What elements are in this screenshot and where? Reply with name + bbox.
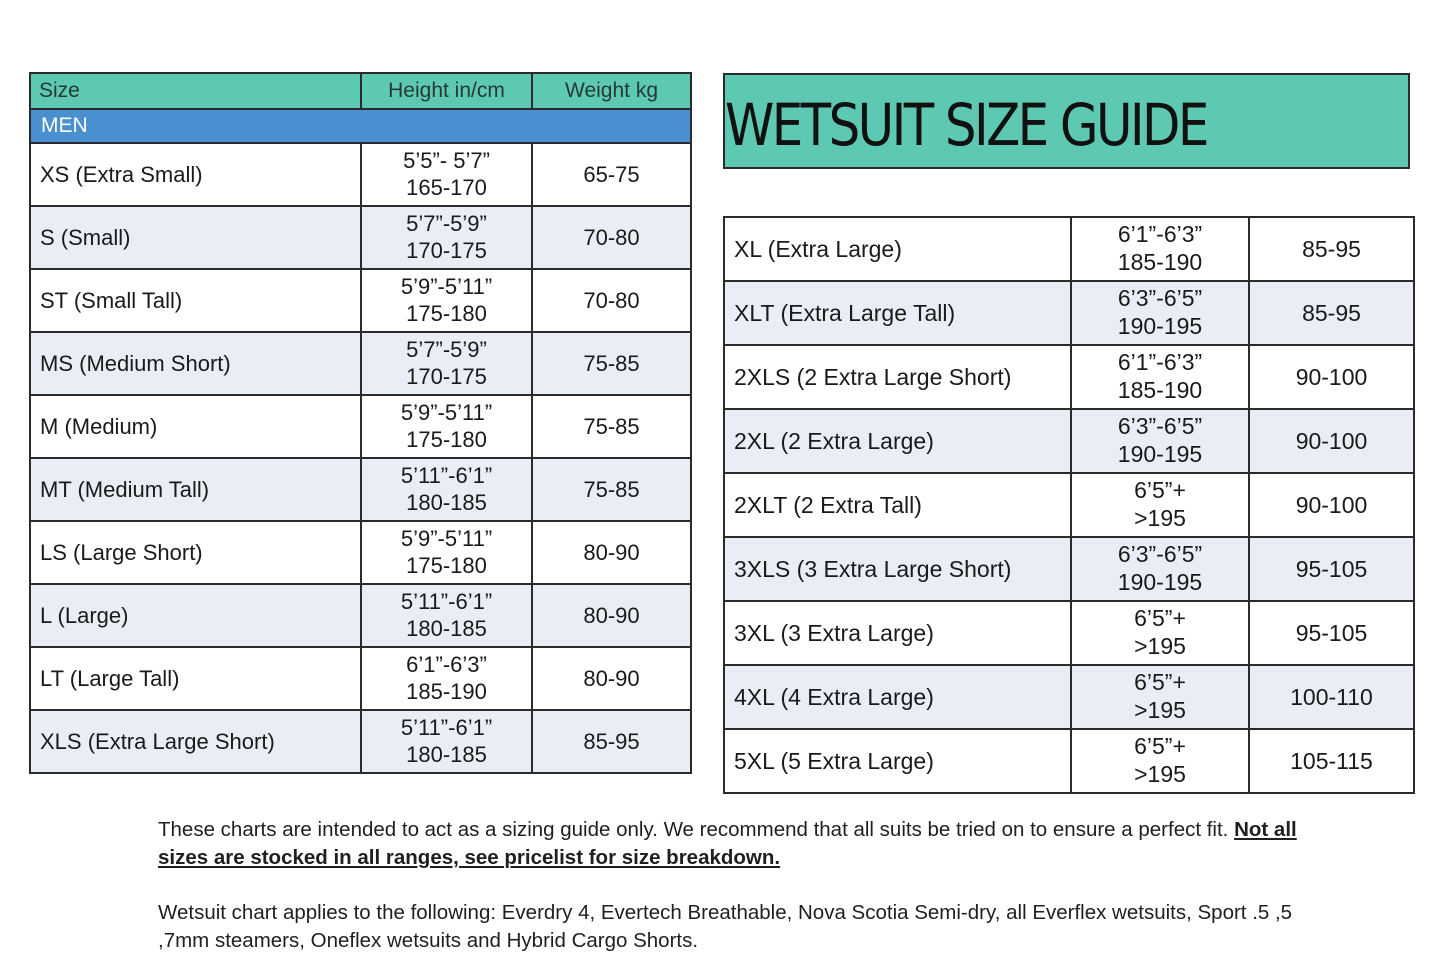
height-cm: 170-175 [406,237,487,263]
sizing-disclaimer [158,816,1338,872]
weight-cell: 80-90 [532,584,691,647]
size-cell: XLS (Extra Large Short) [30,710,361,773]
size-cell: LT (Large Tall) [30,647,361,710]
height-cell [361,269,532,332]
height-inches: 5’9”-5’11” [400,274,493,300]
height-cm: >195 [1134,633,1186,659]
size-cell: XS (Extra Small) [30,143,361,206]
height-cell [361,584,532,647]
height-cm: 180-185 [406,615,487,641]
table-row [30,269,691,332]
height-cm: 185-190 [406,678,487,704]
size-cell: 2XL (2 Extra Large) [724,409,1071,473]
table-row [724,601,1414,665]
large-size-table [723,216,1415,794]
height-inches: 6’1”-6’3” [1117,221,1203,248]
size-column-header: Size [30,73,361,109]
height-cm: 175-180 [406,552,487,578]
size-cell: ST (Small Tall) [30,269,361,332]
table-row [724,409,1414,473]
weight-cell: 80-90 [532,521,691,584]
height-inches: 5’7”-5’9” [406,211,487,237]
size-cell: 4XL (4 Extra Large) [724,665,1071,729]
height-inches: 6’3”-6’5” [1117,413,1203,440]
height-inches: 6’1”-6’3” [406,652,487,678]
size-cell: 5XL (5 Extra Large) [724,729,1071,793]
height-cell [1071,601,1249,665]
men-size-table [29,72,692,774]
height-inches: 5’9”-5’11” [400,526,493,552]
table-row [30,584,691,647]
height-cell [1071,473,1249,537]
disclaimer-text: These charts are intended to act as a sizing guide only. We recommend that all suits be tried on to ensure a perfect fit. [158,818,1235,841]
weight-cell: 65-75 [532,143,691,206]
height-cm: 185-190 [1117,249,1203,275]
weight-cell: 70-80 [532,206,691,269]
weight-cell: 90-100 [1249,409,1414,473]
weight-cell: 70-80 [532,269,691,332]
height-cell [361,206,532,269]
height-cm: 190-195 [1117,313,1203,339]
height-cm: 170-175 [406,363,487,389]
height-inches: 5’11”-6’1” [400,589,493,615]
table-row [30,395,691,458]
height-inches: 6’5”+ [1134,733,1186,760]
height-inches: 6’3”-6’5” [1117,541,1203,568]
stock-notice: Not all sizes are stocked in all ranges, see pricelist for size breakdown. [158,818,1297,869]
table-row [30,647,691,710]
height-cell [1071,665,1249,729]
height-inches: 6’5”+ [1134,669,1186,696]
weight-cell: 100-110 [1249,665,1414,729]
height-cell [1071,345,1249,409]
height-inches: 5’9”-5’11” [400,400,493,426]
size-cell: XL (Extra Large) [724,217,1071,281]
height-cell [1071,409,1249,473]
table-row [30,332,691,395]
size-cell: MT (Medium Tall) [30,458,361,521]
height-cm: 175-180 [406,426,487,452]
table-row [724,729,1414,793]
height-cell [361,458,532,521]
height-cm: >195 [1134,761,1186,787]
height-inches: 5’5”- 5’7” [403,148,490,174]
table-row [30,521,691,584]
table-row [724,217,1414,281]
height-cm: 175-180 [406,300,487,326]
table-row [724,537,1414,601]
height-cell [361,395,532,458]
height-cell [1071,281,1249,345]
size-cell: XLT (Extra Large Tall) [724,281,1071,345]
size-cell: L (Large) [30,584,361,647]
height-cell [361,332,532,395]
weight-cell: 95-105 [1249,537,1414,601]
weight-cell: 105-115 [1249,729,1414,793]
height-inches: 6’1”-6’3” [1117,349,1203,376]
size-cell: 2XLT (2 Extra Tall) [724,473,1071,537]
height-column-header: Height in/cm [361,73,532,109]
weight-column-header: Weight kg [532,73,691,109]
height-inches: 5’11”-6’1” [400,463,493,489]
height-inches: 5’7”-5’9” [406,337,487,363]
height-cell [1071,729,1249,793]
weight-cell: 75-85 [532,332,691,395]
height-cell [361,647,532,710]
page-title: WETSUIT SIZE GUIDE [725,91,1207,159]
height-inches: 5’11”-6’1” [400,715,493,741]
table-row [30,143,691,206]
height-cell [361,521,532,584]
title-banner [723,73,1410,169]
height-cm: >195 [1134,697,1186,723]
size-cell: LS (Large Short) [30,521,361,584]
weight-cell: 90-100 [1249,345,1414,409]
weight-cell: 85-95 [1249,281,1414,345]
weight-cell: 85-95 [1249,217,1414,281]
height-cm: 190-195 [1117,569,1203,595]
weight-cell: 95-105 [1249,601,1414,665]
weight-cell: 90-100 [1249,473,1414,537]
height-inches: 6’3”-6’5” [1117,285,1203,312]
height-inches: 6’5”+ [1134,477,1186,504]
men-section-label: MEN [30,109,691,143]
height-cell [1071,537,1249,601]
height-cm: 185-190 [1117,377,1203,403]
table-row [30,710,691,773]
height-cm: 165-170 [406,174,487,200]
size-cell: S (Small) [30,206,361,269]
height-cm: 180-185 [406,489,487,515]
weight-cell: 85-95 [532,710,691,773]
height-cell [361,143,532,206]
table-row [30,206,691,269]
size-cell: 3XL (3 Extra Large) [724,601,1071,665]
weight-cell: 75-85 [532,458,691,521]
height-cm: >195 [1134,505,1186,531]
table-row [724,281,1414,345]
applicable-products-note: Wetsuit chart applies to the following: Everdry 4, Evertech Breathable, Nova Scotia Semi-dry, all Everflex wetsuits, Sport .5 ,5 ,7mm steamers, Oneflex wetsuits and Hybrid Cargo Shorts. [158,901,1293,952]
size-cell: M (Medium) [30,395,361,458]
weight-cell: 75-85 [532,395,691,458]
height-cm: 180-185 [406,741,487,767]
table-row [30,458,691,521]
size-cell: MS (Medium Short) [30,332,361,395]
table-row [724,665,1414,729]
height-cell [361,710,532,773]
men-section-row [30,109,691,143]
size-cell: 3XLS (3 Extra Large Short) [724,537,1071,601]
height-cm: 190-195 [1117,441,1203,467]
height-cell [1071,217,1249,281]
weight-cell: 80-90 [532,647,691,710]
table-row [724,345,1414,409]
table-header-row [30,73,691,109]
height-inches: 6’5”+ [1134,605,1186,632]
table-row [724,473,1414,537]
size-cell: 2XLS (2 Extra Large Short) [724,345,1071,409]
